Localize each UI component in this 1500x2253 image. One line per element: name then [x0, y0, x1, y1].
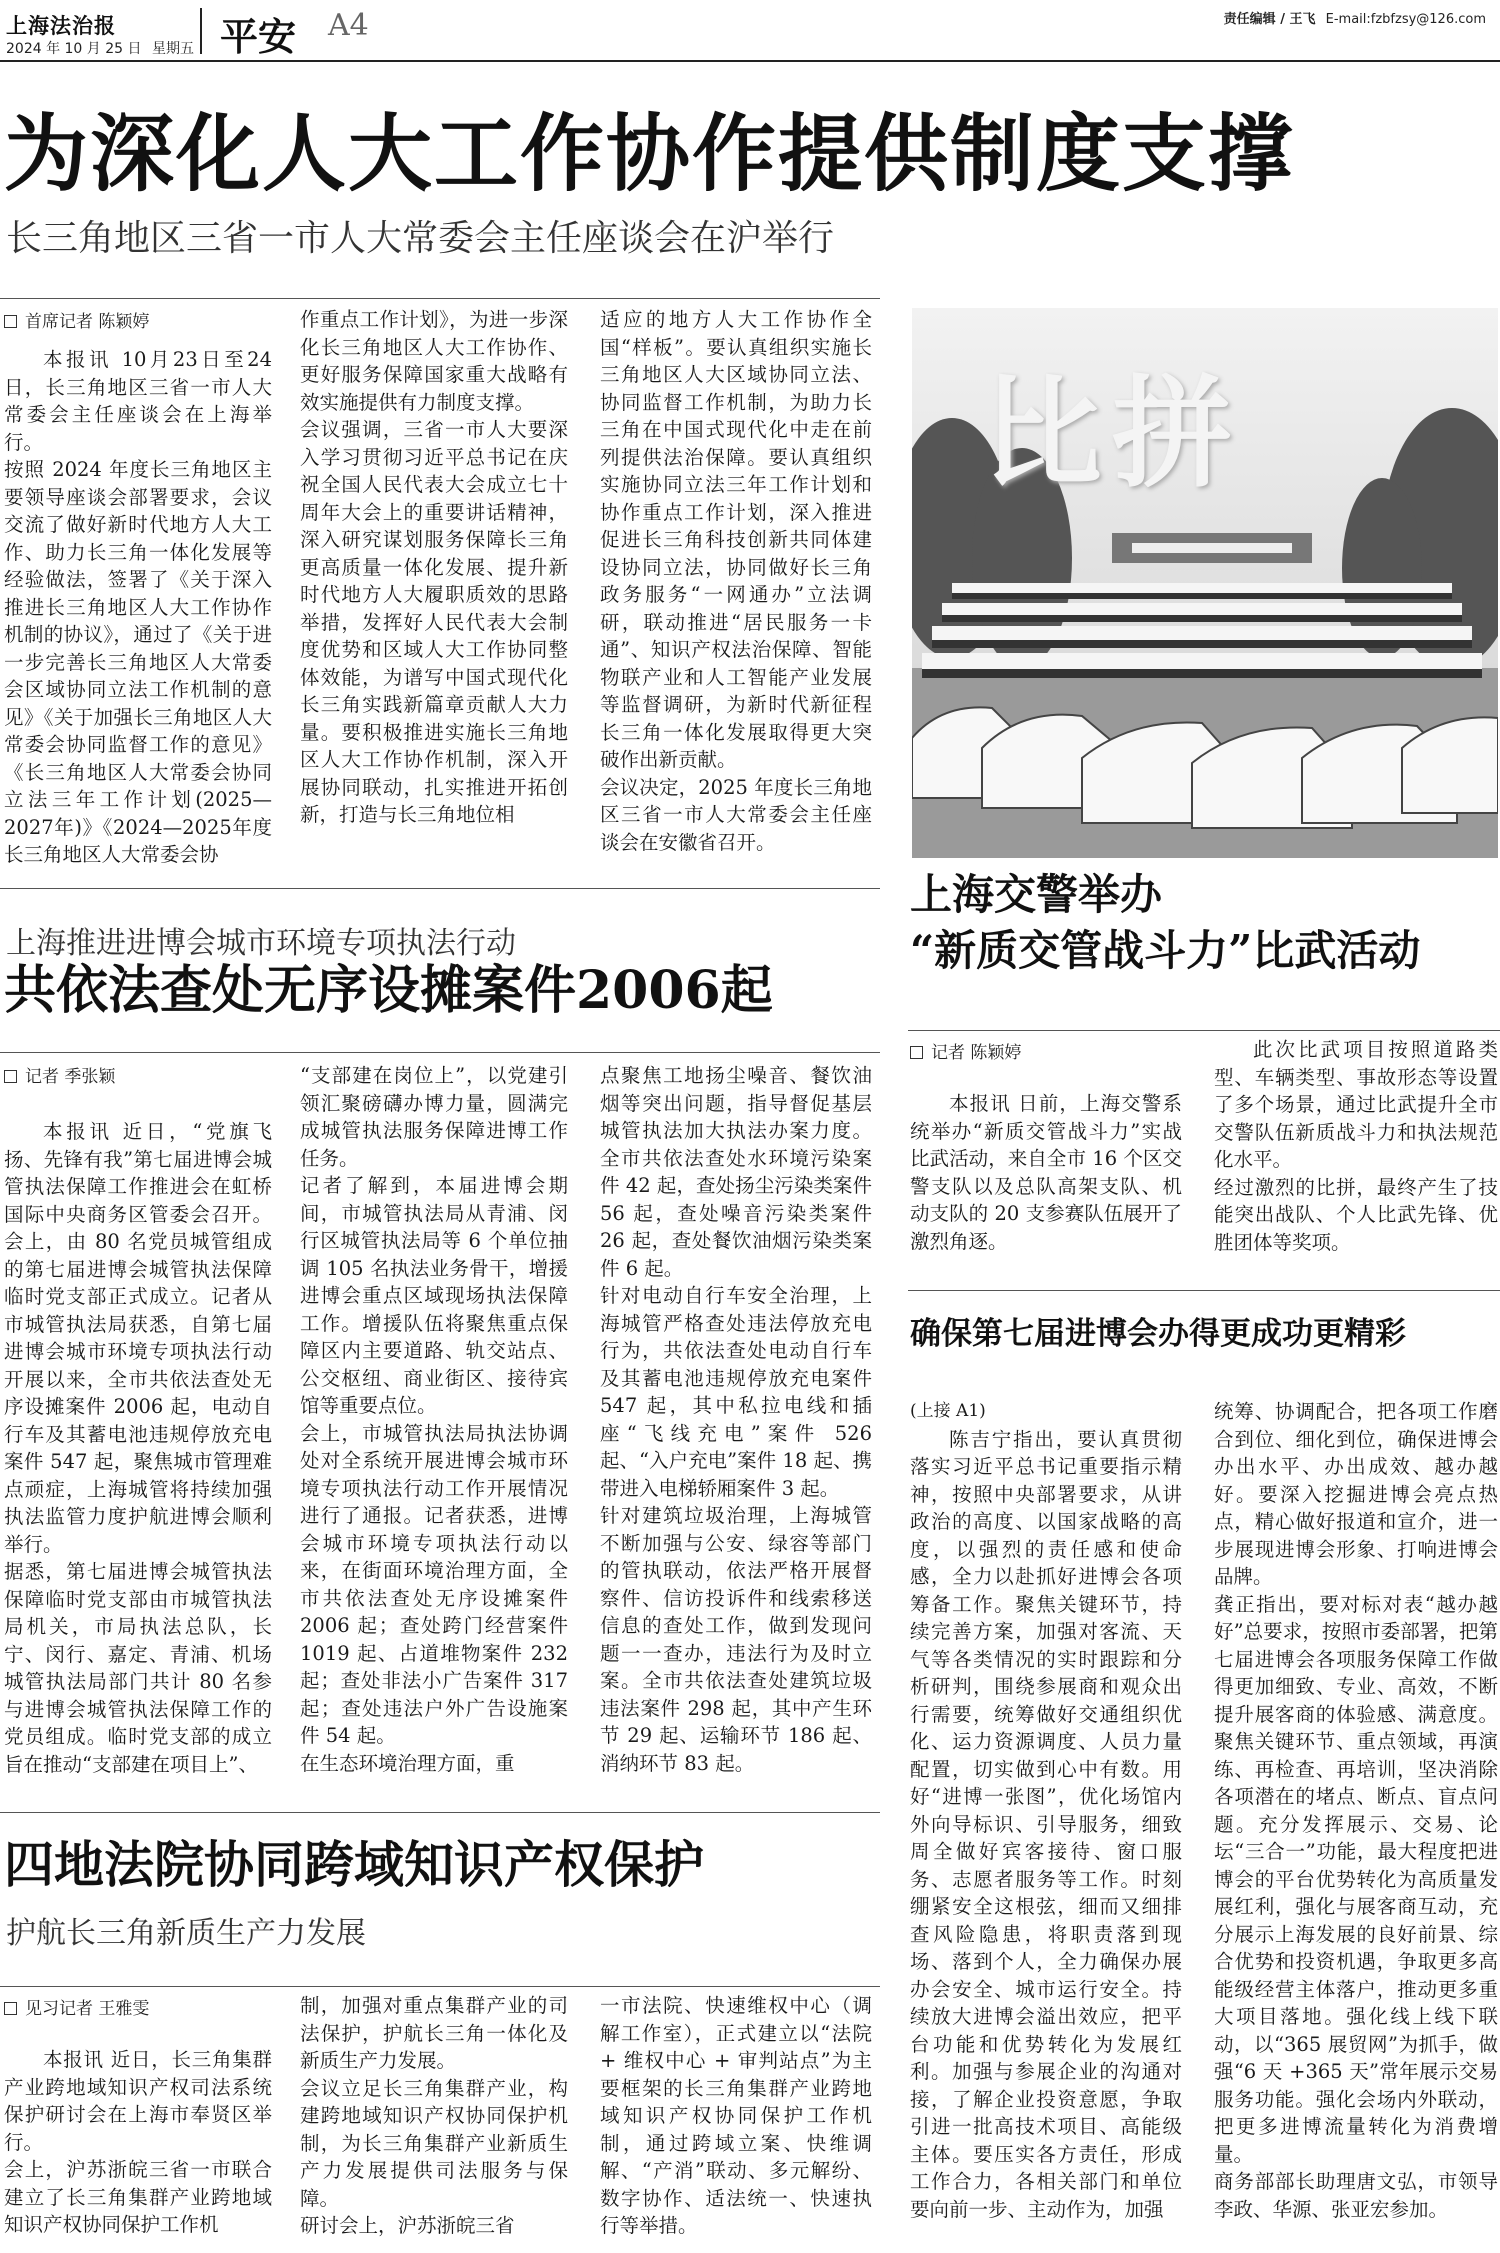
article5-col1 — [4, 2046, 272, 2246]
byline-square-icon — [4, 1070, 17, 1083]
article1-rule — [0, 298, 880, 299]
page-number: A4 — [328, 8, 369, 43]
weekday-text: 星期五 — [151, 41, 194, 57]
article5-headline: 四地法院协同跨域知识产权保护 — [4, 1835, 704, 1894]
article5-col2 — [300, 1992, 568, 2246]
article1-col3-text: 适应的地方人大工作协作全国“样板”。要认真组织实施长三角地区人大区域协同立法、协同监督工作机制，为助力长三角在中国式现代化中走在前列提供法治保障。要认真组织实施协同立法三年工作计划和协作重点工作计划，深入推进促进长三角科技创新共同体建设协同立法，协同做好长三角政务服务“一网通办”立法调研，联动推进“居民服务一卡通”、知识产权法治保障、智能物联产业和人工智能产业发展等监督调研，为新时代新征程长三角一体化发展取得更大突破作出新贡献。 会议决定，2025 年度长三角地区三省一市人大常委会主任座谈会在安徽省召开。 — [600, 308, 872, 854]
article4-jump: (上接 A1) — [910, 1401, 986, 1421]
article1-col3 — [600, 306, 872, 866]
article1-byline: 首席记者 陈颖婷 — [4, 307, 149, 332]
police-competition-photo — [912, 308, 1498, 858]
article3-byline: 记者 季张颖 — [4, 1062, 115, 1087]
article3-col2-text: “支部建在岗位上”，以党建引领汇聚磅礴办博力量，圆满完成城管执法服务保障进博工作任务。 记者了解到，本届进博会期间，市城管执法局从青浦、闵行区城管执法局等 6 个单位抽调 105 名执法业务骨干，增援进博会重点区域现场执法保障工作。增援队伍将聚焦重点保障区内主要道路、轨交站点、公交枢纽、商业街区、接待宾馆等重要点位。 会上，市城管执法局执法协调处对全系统开展进博会城市环境专项执法行动工作开展情况进行了通报。记者获悉，进博会城市环境专项执法行动以来，在街面环境治理方面，全市共依法查处无序设摊案件 2006 起；查处跨门经营案件 1019 起、占道堆物案件 232 起；查处非法小广告案件 317 起；查处违法户外广告设施案件 54 起。 在生态环境治理方面，重 — [300, 1064, 568, 1775]
masthead — [0, 0, 1500, 60]
article5-col3 — [600, 1992, 872, 2246]
section-name: 平安 — [220, 15, 297, 59]
masthead-rule — [0, 60, 1500, 62]
article5-byline: 见习记者 王雅雯 — [4, 1994, 149, 2019]
article3-kicker: 上海推进进博会城市环境专项执法行动 — [6, 926, 516, 961]
article3-col2 — [300, 1062, 568, 1798]
article3-col1-text: 本报讯 近日，“党旗飞扬、先锋有我”第七届进博会城管执法保障工作推进会在虹桥国际中央商务区管委会召开。会上，由 80 名党员城管组成的第七届进博会城管执法保障临时党支部正式成立。记者从市城管执法局获悉，自第七届进博会城市环境专项执法行动开展以来，全市共依法查处无序设摊案件 2006 起，电动自行车及其蓄电池违规停放充电案件 547 起，聚焦城市管理难点顽症，上海城管将持续加强执法监管力度护航进博会顺利举行。 据悉，第七届进博会城管执法保障临时党支部由市城管执法局机关，市局执法总队，长宁、闵行、嘉定、青浦、机场城管执法局部门共计 80 名参与进博会城管执法保障工作的党员组成。临时党支部的成立旨在推动“支部建在项目上”、 — [4, 1120, 272, 1776]
editor-info — [1224, 8, 1486, 27]
article3-top-rule — [0, 888, 880, 889]
article5-col1-text: 本报讯 近日，长三角集群产业跨地域知识产权司法系统保护研讨会在上海市奉贤区举行。 会上，沪苏浙皖三省一市联合建立了长三角集群产业跨地域知识产权协同保护工作机 — [4, 2048, 272, 2236]
article4-col1 — [910, 1398, 1182, 2243]
article2-col2 — [1214, 1036, 1498, 1266]
byline-square-icon — [910, 1046, 923, 1059]
article5-col2-text: 制，加强对重点集群产业的司法保护，护航长三角一体化及新质生产力发展。 会议立足长三角集群产业，构建跨地域知识产权协同保护机制，为长三角集群产业新质生产力发展提供司法服务与保障。 研讨会上，沪苏浙皖三省 — [300, 1994, 568, 2237]
article1-col1 — [4, 346, 272, 866]
article2-headline-line2: “新质交管战斗力”比武活动 — [910, 926, 1421, 975]
article1-col2-text: 作重点工作计划》，为进一步深化长三角地区人大工作协作、更好服务保障国家重大战略有效实施提供有力制度支撑。 会议强调，三省一市人大要深入学习贯彻习近平总书记在庆祝全国人民代表大会成立七十周年大会上的重要讲话精神，深入研究谋划服务保障长三角更高质量一体化发展、提升新时代地方人大履职质效的思路举措，发挥好人民代表大会制度优势和区域人大工作协同整体效能，为谱写中国式现代化长三角实践新篇章贡献人大力量。要积极推进实施长三角地区人大工作协作机制，深入开展协同联动，扎实推进开拓创新，打造与长三角地位相 — [300, 308, 568, 826]
article4-col2-text: 统筹、协调配合，把各项工作磨合到位、细化到位，确保进博会办出水平、办出成效、越办越好。要深入挖掘进博会亮点热点，精心做好报道和宣介，进一步展现进博会形象、打响进博会品牌。 龚正指出，要对标对表“越办越好”总要求，按照市委部署，把第七届进博会各项服务保障工作做得更加细致、专业、高效，不断提升展客商的体验感、满意度。聚焦关键环节、重点领域，再演练、再检查、再培训，坚决消除各项潜在的堵点、断点、盲点问题。充分发挥展示、交易、论坛“三合一”功能，最大程度把进博会的平台优势转化为高质量发展红利，强化与展客商互动，充分展示上海发展的良好前景、综合优势和投资机遇，争取更多高能级经营主体落户，推动更多重大项目落地。强化线上线下联动，以“365 展贸网”为抓手，做强“6 天 +365 天”常年展示交易服务功能。强化会场内外联动，把更多进博流量转化为消费增量。 商务部部长助理唐文弘，市领导李政、华源、张亚宏参加。 — [1214, 1400, 1498, 2221]
article4-headline: 确保第七届进博会办得更成功更精彩 — [910, 1316, 1406, 1352]
article3-headline: 共依法查处无序设摊案件2006起 — [4, 960, 773, 1021]
article5-subhead: 护航长三角新质生产力发展 — [6, 1916, 366, 1951]
article4-col2 — [1214, 1398, 1498, 2243]
article2-col1 — [910, 1090, 1182, 1260]
date-text: 2024 年 10 月 25 日 — [6, 41, 142, 57]
article1-subhead: 长三角地区三省一市人大常委会主任座谈会在沪举行 — [6, 218, 835, 259]
article1-col2 — [300, 306, 568, 866]
article4-top-rule — [908, 1290, 1500, 1291]
article3-col3 — [600, 1062, 872, 1798]
article2-col2-text: 此次比武项目按照道路类型、车辆类型、事故形态等设置了多个场景，通过比武提升全市交警队伍新质战斗力和执法规范化水平。 经过激烈的比拼，最终产生了技能突出战队、个人比武先锋、优胜团体等奖项。 — [1214, 1038, 1498, 1254]
article3-col1 — [4, 1118, 272, 1798]
article1-headline: 为深化人大工作协作提供制度支撑 — [4, 104, 1295, 203]
byline-square-icon — [4, 315, 17, 328]
photo-calligraphy: 比拼 — [982, 363, 1242, 504]
article2-byline: 记者 陈颖婷 — [910, 1038, 1021, 1063]
paper-name: 上海法治报 — [6, 13, 116, 38]
article2-headline-line1: 上海交警举办 — [910, 870, 1163, 919]
editor-email: E-mail:fzbfzsy@126.com — [1325, 12, 1486, 27]
issue-date — [6, 38, 194, 58]
article5-rule — [0, 1986, 880, 1987]
article5-col3-text: 一市法院、快速维权中心（调解工作室），正式建立以“法院 + 维权中心 + 审判站点”为主要框架的长三角集群产业跨地域知识产权协同保护工作机制，通过跨域立案、快维调解、“产消”联动、多元解纷、数字协作、适法统一、快速执行等举措。 — [600, 1994, 872, 2237]
article3-rule — [0, 1052, 880, 1053]
article1-col1-text: 本报讯 10月23日至24日，长三角地区三省一市人大常委会主任座谈会在上海举行。 按照 2024 年度长三角地区主要领导座谈会部署要求，会议交流了做好新时代地方人大工作、助力长三角一体化发展等经验做法，签署了《关于深入推进长三角地区人大工作协作机制的协议》，通过了《关于进一步完善长三角地区人大常委会区域协同立法工作机制的意见》《关于加强长三角地区人大常委会协同监督工作的意见》《长三角地区人大常委会协同立法三年工作计划(2025—2027年)》《2024—2025年度长三角地区人大常委会协 — [4, 348, 272, 866]
article2-rule — [908, 1030, 1500, 1031]
article4-col1-text: 陈吉宁指出，要认真贯彻落实习近平总书记重要指示精神，按照中央部署要求，从讲政治的高度、以国家战略的高度，以强烈的责任感和使命感，全力以赴抓好进博会各项筹备工作。聚焦关键环节，持续完善方案，加强对客流、天气等各类情况的实时跟踪和分析研判，围绕参展商和观众出行需要，统筹做好交通组织优化、运力资源调度、人员力量配置，切实做到心中有数。用好“进博一张图”，优化场馆内外向导标识、引导服务，细致周全做好宾客接待、窗口服务、志愿者服务等工作。时刻绷紧安全这根弦，细而又细排查风险隐患，将职责落到现场、落到个人，全力确保办展办会安全、城市运行安全。持续放大进博会溢出效应，把平台功能和优势转化为发展红利。加强与参展企业的沟通对接，了解企业投资意愿，争取引进一批高技术项目、高能级主体。要压实各方责任，形成工作合力，各相关部门和单位要向前一步、主动作为，加强 — [910, 1427, 1182, 2221]
article5-top-rule — [0, 1812, 880, 1813]
masthead-divider — [200, 8, 202, 54]
article3-col3-text: 点聚焦工地扬尘噪音、餐饮油烟等突出问题，指导督促基层城管执法加大执法办案力度。全市共依法查处水环境污染案件 42 起，查处扬尘污染类案件 56 起，查处噪音污染类案件 26 起，查处餐饮油烟污染类案件 6 起。 针对电动自行车安全治理，上海城管严格查处违法停放充电行为，共依法查处电动自行车及其蓄电池违规停放充电案件 547 起，其中私拉电线和插座“飞线充电”案件 526 起、“入户充电”案件 18 起、携带进入电梯轿厢案件 3 起。 针对建筑垃圾治理，上海城管不断加强与公安、绿容等部门的管执联动，依法严格开展督察件、信访投诉件和线索移送信息的查处工作，做到发现问题一一查办，违法行为及时立案。全市共依法查处建筑垃圾违法案件 298 起，其中产生环节 29 起、运输环节 186 起、消纳环节 83 起。 — [600, 1064, 872, 1775]
byline-square-icon — [4, 2002, 17, 2015]
article2-col1-text: 本报讯 日前，上海交警系统举办“新质交管战斗力”实战比武活动，来自全市 16 个区交警支队以及总队高架支队、机动支队的 20 支参赛队伍展开了激烈角逐。 — [910, 1092, 1182, 1253]
editor-name: 责任编辑 / 王飞 — [1223, 12, 1316, 27]
